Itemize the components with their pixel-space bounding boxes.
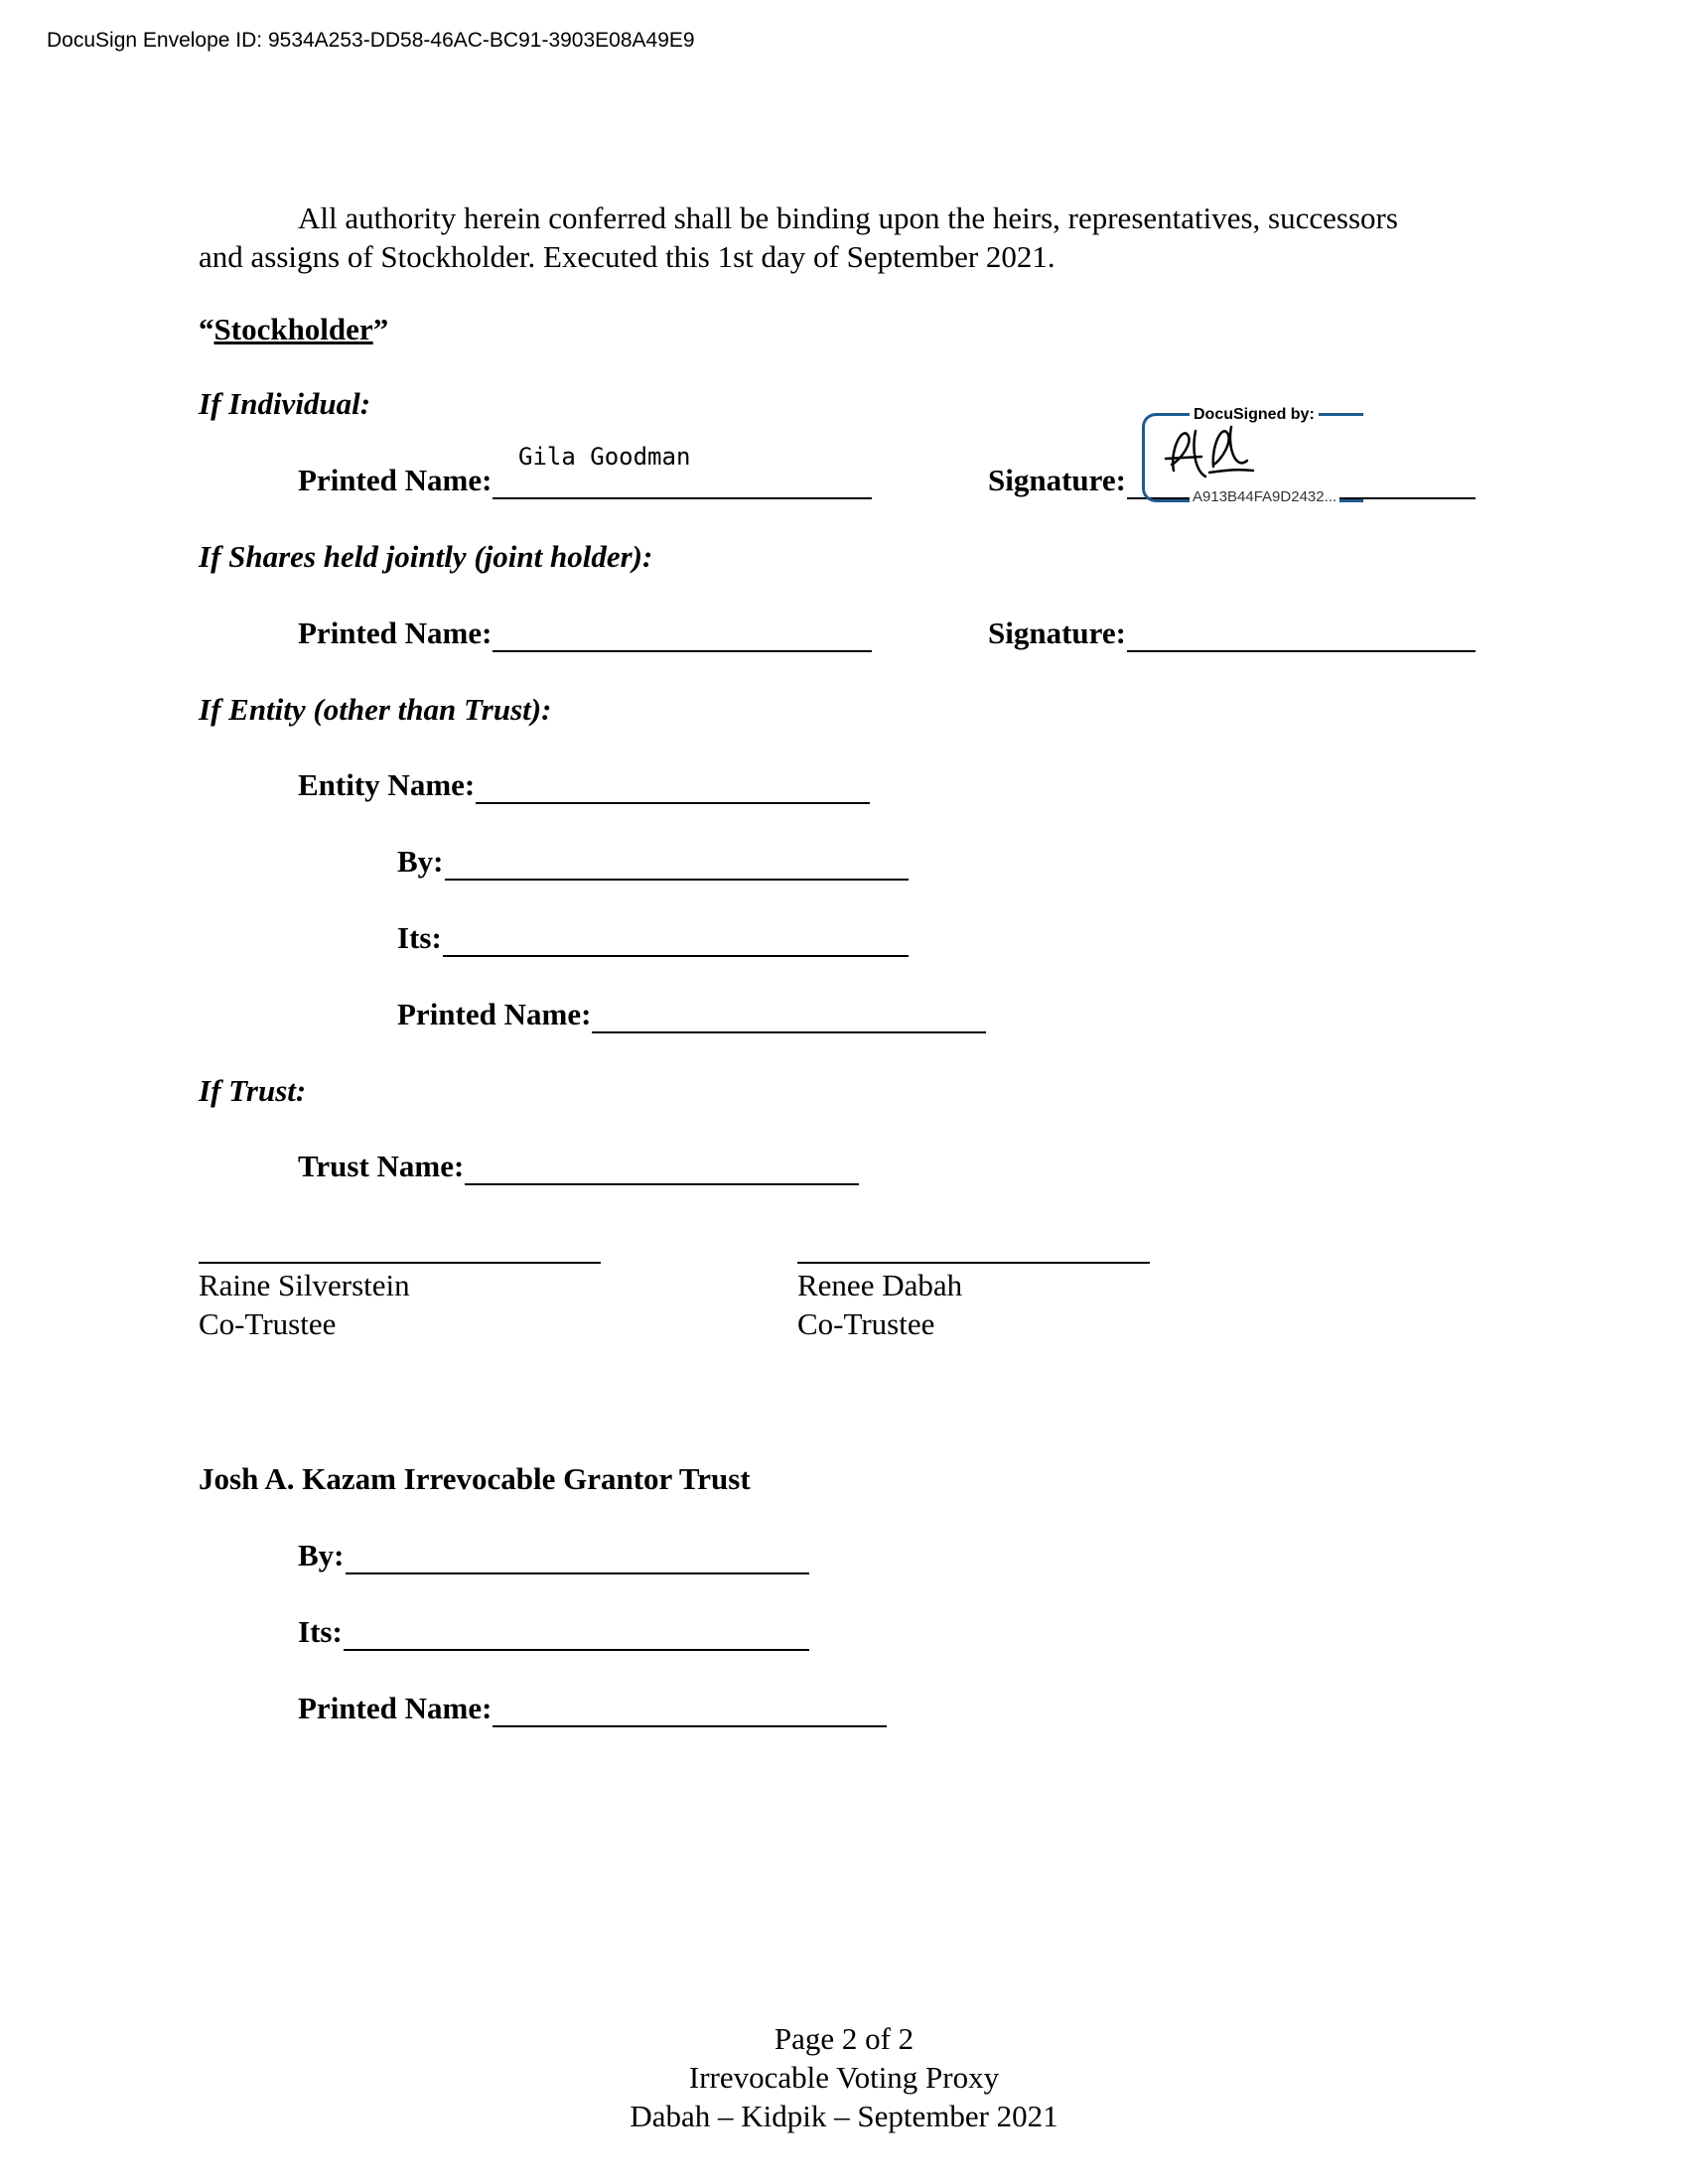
entity-its-line[interactable] — [443, 925, 909, 957]
entity-name-label: Entity Name: — [298, 767, 476, 802]
grantor-by-field — [298, 1536, 809, 1574]
trust-name-label: Trust Name: — [298, 1149, 465, 1183]
individual-printed-name-field — [298, 461, 872, 499]
grantor-printed-name-field — [298, 1689, 887, 1727]
individual-signature-label: Signature: — [988, 463, 1126, 497]
trust-name-line[interactable] — [465, 1154, 859, 1185]
joint-printed-name-field — [298, 614, 872, 652]
envelope-id: DocuSign Envelope ID: 9534A253-DD58-46AC-BC91-3903E08A49E9 — [47, 29, 695, 52]
trustee2-name: Renee Dabah — [797, 1268, 963, 1302]
grantor-its-label: Its: — [298, 1614, 343, 1649]
intro-paragraph — [199, 199, 1489, 276]
entity-heading: If Entity (other than Trust): — [199, 692, 552, 727]
trustee1-title: Co-Trustee — [199, 1306, 337, 1341]
footer-page-number: Page 2 of 2 — [774, 2021, 915, 2056]
grantor-its-line[interactable] — [344, 1619, 809, 1651]
entity-its-field — [397, 918, 909, 957]
entity-by-label: By: — [397, 844, 444, 879]
entity-printed-name-field — [397, 995, 986, 1033]
entity-by-field — [397, 842, 909, 881]
docusign-id: A913B44FA9D2432... — [1190, 488, 1339, 505]
grantor-trust-title: Josh A. Kazam Irrevocable Grantor Trust — [199, 1461, 751, 1496]
trust-name-field — [298, 1147, 859, 1185]
joint-printed-name-line[interactable] — [493, 620, 872, 652]
intro-line-1: All authority herein conferred shall be binding upon the heirs, representatives, successors — [298, 201, 1398, 235]
trustee2-title: Co-Trustee — [797, 1306, 935, 1341]
docusign-header: DocuSigned by: — [1190, 406, 1319, 424]
joint-signature-label: Signature: — [988, 615, 1126, 650]
individual-heading: If Individual: — [199, 386, 371, 421]
entity-name-line[interactable] — [476, 772, 870, 804]
grantor-its-field — [298, 1612, 809, 1651]
stockholder-heading: “Stockholder” — [199, 312, 389, 346]
handwritten-signature — [1162, 421, 1291, 482]
grantor-printed-name-label: Printed Name: — [298, 1691, 493, 1725]
individual-printed-name-value: Gila Goodman — [518, 443, 691, 471]
individual-printed-name-line[interactable] — [493, 468, 872, 499]
joint-signature-field — [988, 614, 1476, 652]
trust-heading: If Trust: — [199, 1073, 307, 1108]
intro-line-2: and assigns of Stockholder. Executed this 1st day of September 2021. — [199, 239, 1056, 274]
entity-its-label: Its: — [397, 920, 442, 955]
entity-name-field — [298, 765, 870, 804]
grantor-by-line[interactable] — [346, 1543, 809, 1574]
grantor-printed-name-line[interactable] — [493, 1696, 887, 1727]
grantor-by-label: By: — [298, 1538, 345, 1572]
trustee1-signature-line[interactable] — [199, 1262, 601, 1264]
trustee2-signature-line[interactable] — [797, 1262, 1150, 1264]
entity-printed-name-line[interactable] — [592, 1002, 986, 1033]
joint-signature-line[interactable] — [1127, 620, 1476, 652]
footer-doc-title: Irrevocable Voting Proxy — [688, 2060, 1000, 2095]
trustee1-name: Raine Silverstein — [199, 1268, 410, 1302]
joint-heading: If Shares held jointly (joint holder): — [199, 539, 653, 574]
individual-printed-name-label: Printed Name: — [298, 463, 493, 497]
joint-printed-name-label: Printed Name: — [298, 615, 493, 650]
footer-doc-subtitle: Dabah – Kidpik – September 2021 — [630, 2099, 1058, 2133]
entity-printed-name-label: Printed Name: — [397, 997, 592, 1031]
entity-by-line[interactable] — [445, 849, 909, 881]
